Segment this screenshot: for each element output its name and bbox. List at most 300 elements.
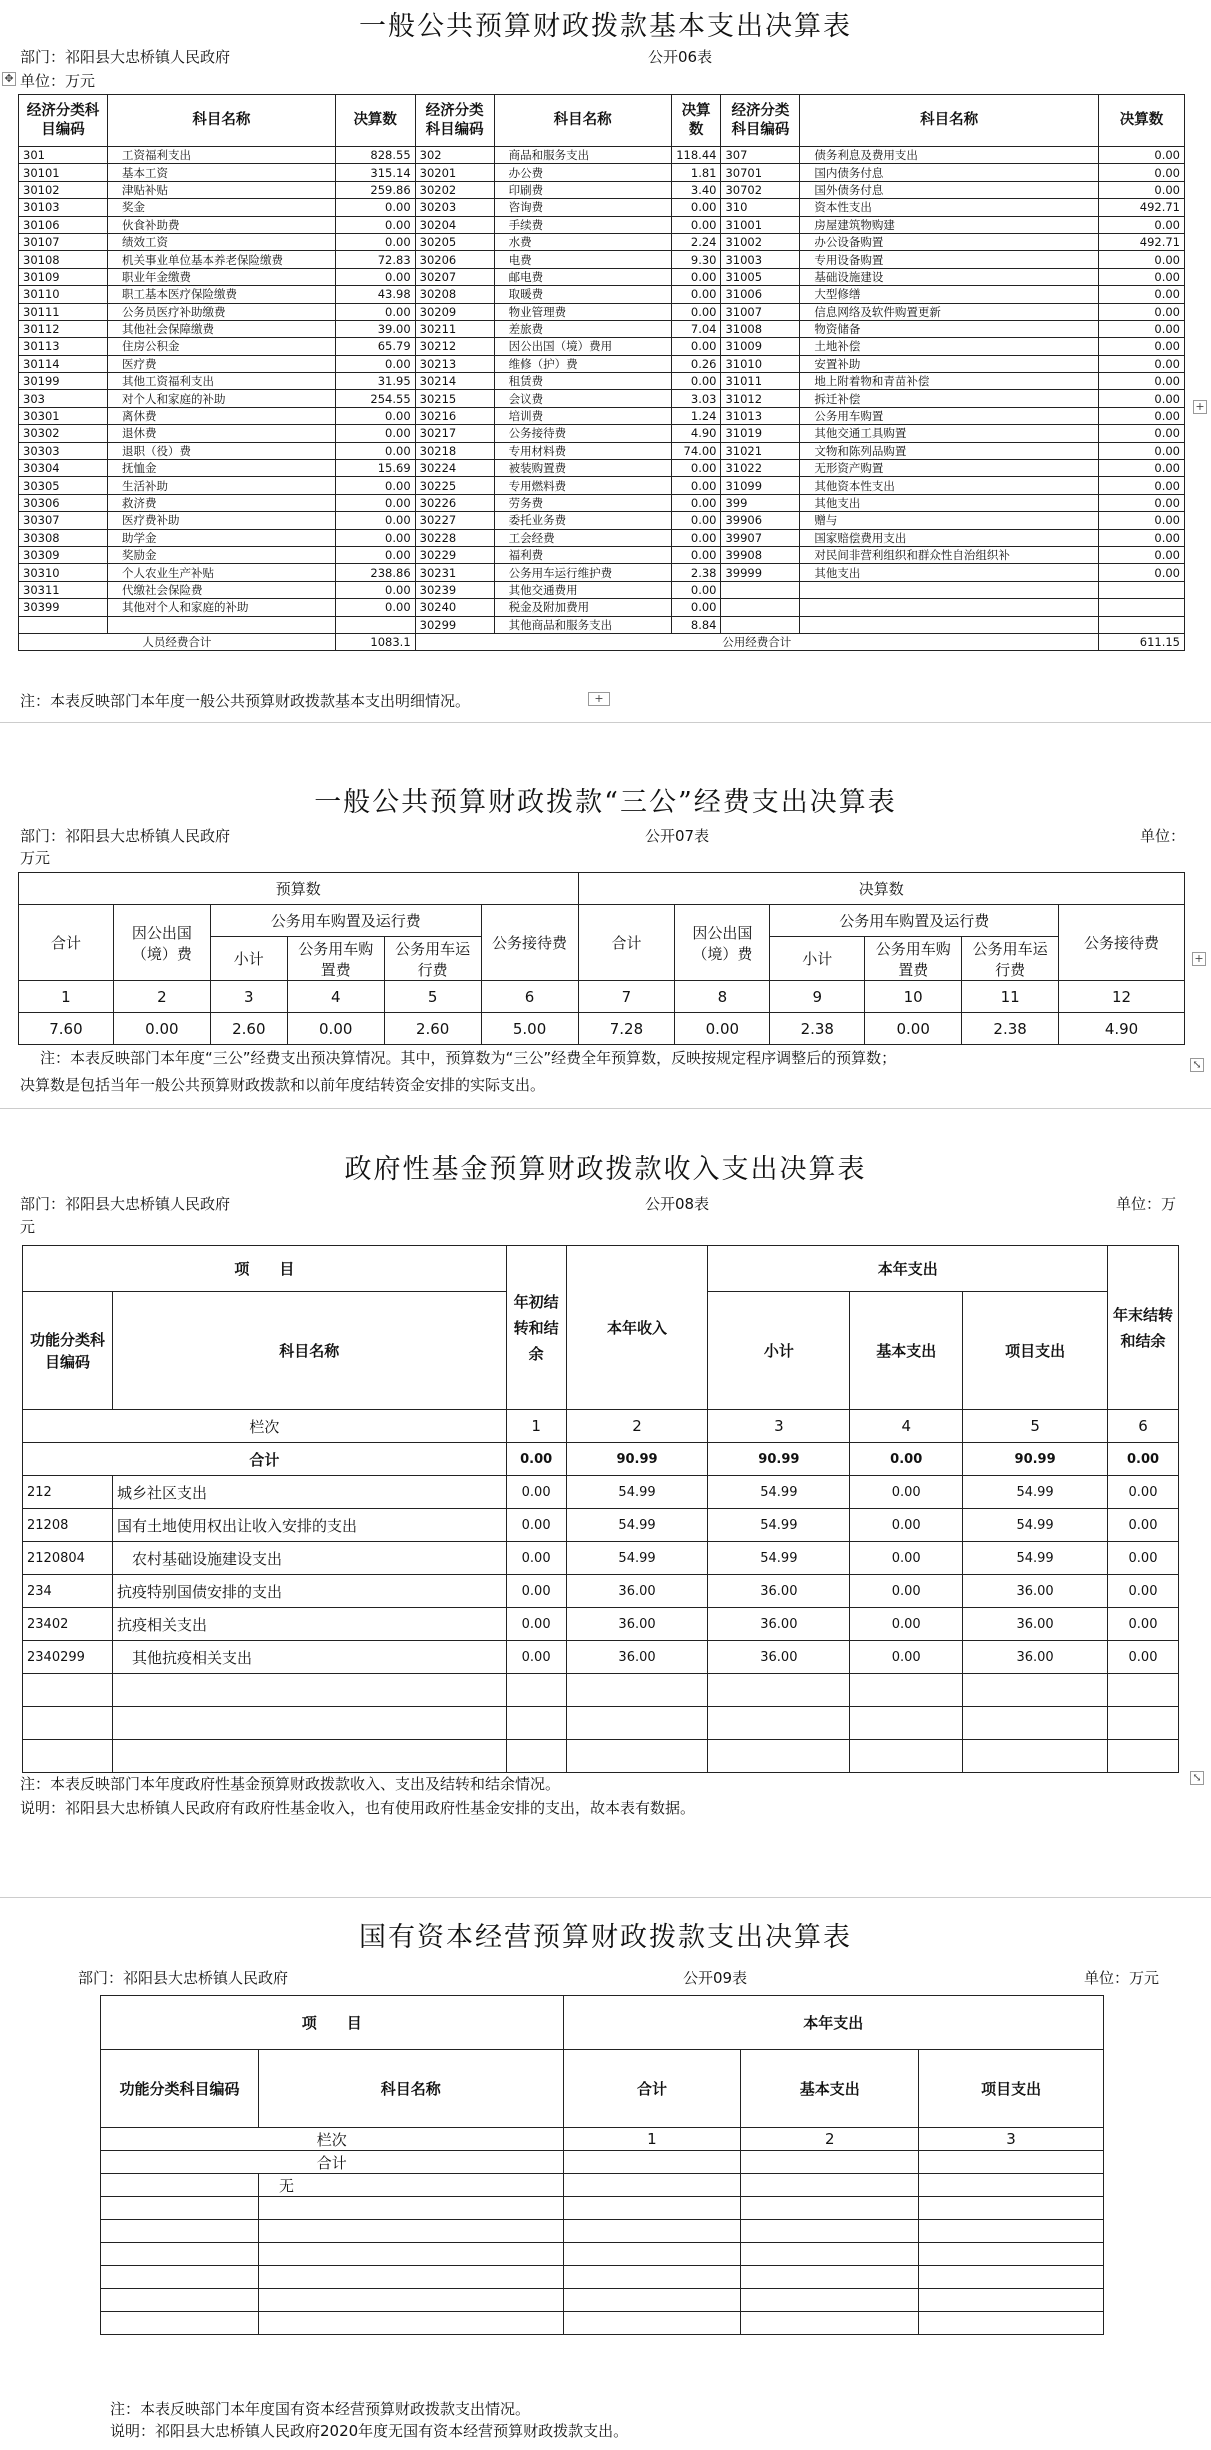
- car-run-header: 公务用车运行费: [384, 937, 481, 981]
- func-code-header: 功能分类科目编码: [23, 1292, 113, 1410]
- subject-name-cell: 国家赔偿费用支出: [800, 529, 1099, 546]
- column-number: 10: [865, 981, 962, 1013]
- econ-code-cell: [721, 581, 800, 598]
- subject-name-cell: 咨询费: [494, 199, 671, 216]
- subject-name-cell: 救济费: [108, 494, 336, 511]
- table-title: 一般公共预算财政拨款基本支出决算表: [359, 11, 852, 42]
- amount-cell: 0.00: [335, 599, 415, 616]
- unit-label: 单位：万元: [1084, 1969, 1160, 1987]
- table-row: [19, 581, 1185, 598]
- table-row: [23, 1608, 1179, 1641]
- econ-code-cell: 31006: [721, 286, 800, 303]
- subject-name-cell: 办公费: [494, 164, 671, 181]
- table-note: 注：本表反映部门本年度一般公共预算财政拨款基本支出明细情况。: [20, 692, 471, 710]
- resize-handle-icon[interactable]: ⤡: [1190, 1771, 1204, 1785]
- econ-code-cell: 30107: [19, 233, 108, 250]
- amount-cell: 0.00: [1098, 320, 1184, 337]
- amount-cell: 2.38: [671, 564, 721, 581]
- column-number: 5: [963, 1410, 1108, 1443]
- subject-name-cell: 赠与: [800, 512, 1099, 529]
- table-row: [19, 216, 1185, 233]
- table-title: 一般公共预算财政拨款“三公”经费支出决算表: [314, 787, 897, 818]
- econ-code-cell: 30211: [415, 320, 494, 337]
- econ-code-cell: 30227: [415, 512, 494, 529]
- add-column-icon[interactable]: +: [1192, 952, 1206, 966]
- table-row: [23, 1509, 1179, 1542]
- econ-code-cell: 30239: [415, 581, 494, 598]
- amount-cell: 0.00: [1108, 1641, 1179, 1674]
- subject-name-cell: 城乡社区支出: [112, 1476, 506, 1509]
- amount-cell: 4.90: [1059, 1013, 1185, 1045]
- column-header: 经济分类科目编码: [19, 95, 108, 147]
- table-row: [19, 390, 1185, 407]
- econ-code-cell: 31012: [721, 390, 800, 407]
- subject-name-header: 科目名称: [258, 2050, 563, 2128]
- table-code: 公开07表: [645, 827, 710, 845]
- amount-cell: 0.26: [671, 355, 721, 372]
- item-header: 项 目: [101, 1996, 564, 2050]
- unit-label: 单位：万: [1116, 1195, 1177, 1213]
- column-header: 决算数: [1098, 95, 1184, 147]
- amount-cell: 0.00: [850, 1509, 963, 1542]
- amount-cell: 0.00: [671, 512, 721, 529]
- total-header: 合计: [578, 905, 675, 981]
- none-row: [101, 2174, 1104, 2197]
- subject-name-cell: 奖金: [108, 199, 336, 216]
- amount-cell: [335, 616, 415, 633]
- public-total-value: 611.15: [1098, 633, 1184, 650]
- econ-code-cell: 301: [19, 147, 108, 164]
- table-note: 注：本表反映部门本年度“三公”经费支出预决算情况。其中，预算数为“三公”经费全年预算数，反映按规定程序调整后的预算数；: [40, 1049, 897, 1067]
- column-number: 3: [708, 1410, 850, 1443]
- subject-name-cell: 奖励金: [108, 546, 336, 563]
- spend-header: 本年支出: [708, 1246, 1108, 1292]
- subject-name-header: 科目名称: [112, 1292, 506, 1410]
- department-label: 部门：祁阳县大忠桥镇人民政府: [20, 827, 231, 845]
- amount-cell: [1098, 599, 1184, 616]
- department-label: 部门：祁阳县大忠桥镇人民政府: [20, 1195, 231, 1213]
- amount-cell: 0.00: [1098, 407, 1184, 424]
- subject-name-cell: 工资福利支出: [108, 147, 336, 164]
- amount-cell: 2.60: [210, 1013, 287, 1045]
- econ-code-cell: 30309: [19, 546, 108, 563]
- column-number-row: [19, 981, 1185, 1013]
- amount-cell: 39.00: [335, 320, 415, 337]
- fund-table: [22, 1245, 1179, 1773]
- table-row: [23, 1641, 1179, 1674]
- subject-name-cell: 个人农业生产补贴: [108, 564, 336, 581]
- econ-code-cell: 31099: [721, 477, 800, 494]
- subject-name-cell: 维修（护）费: [494, 355, 671, 372]
- table-row: [19, 286, 1185, 303]
- subject-name-cell: 取暖费: [494, 286, 671, 303]
- table-row: [23, 1476, 1179, 1509]
- amount-cell: 0.00: [1098, 164, 1184, 181]
- amount-cell: 54.99: [963, 1509, 1108, 1542]
- table-row: [19, 320, 1185, 337]
- table-row: [19, 233, 1185, 250]
- econ-code-cell: 30209: [415, 303, 494, 320]
- amount-cell: 0.00: [850, 1476, 963, 1509]
- column-number: 2: [741, 2128, 919, 2151]
- item-header: 项 目: [23, 1246, 507, 1292]
- amount-cell: 0.00: [850, 1542, 963, 1575]
- func-code-header: 功能分类科目编码: [101, 2050, 259, 2128]
- project-header: 项目支出: [919, 2050, 1104, 2128]
- total-cell: 90.99: [963, 1443, 1108, 1476]
- public-total-label: 公用经费合计: [415, 633, 1098, 650]
- econ-code-cell: 30302: [19, 425, 108, 442]
- econ-code-cell: 31001: [721, 216, 800, 233]
- amount-cell: 0.00: [671, 477, 721, 494]
- subject-name-cell: 职工基本医疗保险缴费: [108, 286, 336, 303]
- column-number: 11: [962, 981, 1059, 1013]
- econ-code-cell: 30229: [415, 546, 494, 563]
- subject-name-cell: 其他支出: [800, 494, 1099, 511]
- amount-cell: 0.00: [335, 494, 415, 511]
- amount-cell: 0.00: [850, 1575, 963, 1608]
- amount-cell: 2.38: [962, 1013, 1059, 1045]
- project-header: 项目支出: [963, 1292, 1108, 1410]
- subject-name-cell: 其他抗疫相关支出: [112, 1641, 506, 1674]
- unit-label: 单位：: [1140, 827, 1186, 845]
- econ-code-cell: 31019: [721, 425, 800, 442]
- header-row: [19, 95, 1185, 147]
- none-label: 无: [258, 2174, 563, 2197]
- subject-name-cell: 基本工资: [108, 164, 336, 181]
- subject-name-cell: 津贴补贴: [108, 181, 336, 198]
- amount-cell: 0.00: [287, 1013, 384, 1045]
- econ-code-cell: 399: [721, 494, 800, 511]
- econ-code-cell: 30303: [19, 442, 108, 459]
- econ-code-cell: 31009: [721, 338, 800, 355]
- table-note: 注：本表反映部门本年度国有资本经营预算财政拨款支出情况。: [110, 2400, 531, 2418]
- econ-code-cell: 30231: [415, 564, 494, 581]
- column-number: 12: [1059, 981, 1185, 1013]
- amount-cell: 0.00: [671, 494, 721, 511]
- subject-name-cell: 专用设备购置: [800, 251, 1099, 268]
- amount-cell: 0.00: [506, 1575, 566, 1608]
- subtotal-header: 小计: [210, 937, 287, 981]
- amount-cell: 7.04: [671, 320, 721, 337]
- amount-cell: 0.00: [1098, 181, 1184, 198]
- total-label: 合计: [23, 1443, 507, 1476]
- amount-cell: 36.00: [708, 1575, 850, 1608]
- amount-cell: 2.24: [671, 233, 721, 250]
- subject-name-cell: 邮电费: [494, 268, 671, 285]
- amount-cell: 0.00: [1098, 251, 1184, 268]
- func-code-cell: 23402: [23, 1608, 113, 1641]
- econ-code-cell: 31005: [721, 268, 800, 285]
- econ-code-cell: 30701: [721, 164, 800, 181]
- table-row: [19, 303, 1185, 320]
- amount-cell: 36.00: [708, 1641, 850, 1674]
- econ-code-cell: 30106: [19, 216, 108, 233]
- econ-code-cell: 30240: [415, 599, 494, 616]
- amount-cell: 0.00: [671, 338, 721, 355]
- row-label: 栏次: [101, 2128, 564, 2151]
- total-cell: 0.00: [850, 1443, 963, 1476]
- econ-code-cell: 30203: [415, 199, 494, 216]
- amount-cell: 54.99: [963, 1542, 1108, 1575]
- subject-name-cell: 租赁费: [494, 373, 671, 390]
- total-cell: 90.99: [566, 1443, 708, 1476]
- table-title: 政府性基金预算财政拨款收入支出决算表: [344, 1154, 867, 1185]
- amount-cell: 54.99: [708, 1476, 850, 1509]
- column-number: 3: [919, 2128, 1104, 2151]
- column-number: 1: [19, 981, 114, 1013]
- column-number: 8: [675, 981, 770, 1013]
- table-note: 注：本表反映部门本年度政府性基金预算财政拨款收入、支出及结转和结余情况。: [20, 1775, 561, 1793]
- amount-cell: 0.00: [865, 1013, 962, 1045]
- total-header: 合计: [19, 905, 114, 981]
- amount-cell: 0.00: [506, 1641, 566, 1674]
- amount-cell: 54.99: [566, 1542, 708, 1575]
- amount-cell: 0.00: [671, 303, 721, 320]
- amount-cell: 54.99: [566, 1509, 708, 1542]
- amount-cell: 0.00: [335, 477, 415, 494]
- add-column-icon[interactable]: +: [1193, 400, 1207, 414]
- econ-code-cell: 30299: [415, 616, 494, 633]
- table-note-cont: 决算数是包括当年一般公共预算财政拨款和以前年度结转资金安排的实际支出。: [20, 1076, 546, 1094]
- table-note-cont: 说明：祁阳县大忠桥镇人民政府有政府性基金收入，也有使用政府性基金安排的支出，故本表有数据。: [20, 1799, 696, 1817]
- subject-name-cell: 其他商品和服务支出: [494, 616, 671, 633]
- subject-name-cell: 房屋建筑物购建: [800, 216, 1099, 233]
- table-code: 公开06表: [648, 48, 713, 66]
- amount-cell: 0.00: [671, 546, 721, 563]
- column-number: 1: [563, 2128, 741, 2151]
- amount-cell: 0.00: [1098, 355, 1184, 372]
- column-number: 5: [384, 981, 481, 1013]
- amount-cell: 31.95: [335, 373, 415, 390]
- final-header: 决算数: [578, 873, 1185, 905]
- amount-cell: 828.55: [335, 147, 415, 164]
- amount-cell: 0.00: [850, 1608, 963, 1641]
- department-label: 部门：祁阳县大忠桥镇人民政府: [20, 48, 231, 66]
- econ-code-cell: [721, 616, 800, 633]
- column-number: 1: [506, 1410, 566, 1443]
- subject-name-cell: 税金及附加费用: [494, 599, 671, 616]
- amount-cell: 36.00: [963, 1608, 1108, 1641]
- amount-cell: 0.00: [1098, 390, 1184, 407]
- econ-code-cell: 31013: [721, 407, 800, 424]
- subject-name-cell: 绩效工资: [108, 233, 336, 250]
- unit-label-cont: 元: [20, 1218, 36, 1236]
- table-row: [19, 564, 1185, 581]
- subject-name-cell: 福利费: [494, 546, 671, 563]
- table-row: [19, 338, 1185, 355]
- econ-code-cell: 30304: [19, 460, 108, 477]
- table-row: [19, 181, 1185, 198]
- amount-cell: 36.00: [963, 1575, 1108, 1608]
- subtotal-header: 小计: [770, 937, 865, 981]
- divider: [0, 1108, 1211, 1109]
- column-number: 2: [566, 1410, 708, 1443]
- department-label: 部门：祁阳县大忠桥镇人民政府: [78, 1969, 289, 1987]
- total-row: [101, 2151, 1104, 2174]
- add-row-icon[interactable]: +: [588, 692, 610, 706]
- econ-code-cell: 30225: [415, 477, 494, 494]
- amount-cell: 0.00: [335, 303, 415, 320]
- amount-cell: 36.00: [963, 1641, 1108, 1674]
- amount-cell: 0.00: [335, 581, 415, 598]
- subject-name-cell: 国外债务付息: [800, 181, 1099, 198]
- move-handle-icon[interactable]: ✥: [2, 72, 16, 86]
- econ-code-cell: 39999: [721, 564, 800, 581]
- econ-code-cell: 30112: [19, 320, 108, 337]
- table-row: [19, 529, 1185, 546]
- econ-code-cell: 30212: [415, 338, 494, 355]
- econ-code-cell: 30214: [415, 373, 494, 390]
- econ-code-cell: 30213: [415, 355, 494, 372]
- amount-cell: 7.28: [578, 1013, 675, 1045]
- econ-code-cell: 30307: [19, 512, 108, 529]
- amount-cell: 0.00: [671, 460, 721, 477]
- total-cell: 0.00: [1108, 1443, 1179, 1476]
- subject-name-cell: 其他交通费用: [494, 581, 671, 598]
- subject-name-cell: 手续费: [494, 216, 671, 233]
- table-row: [19, 147, 1185, 164]
- column-header: 经济分类科目编码: [721, 95, 800, 147]
- amount-cell: 1.24: [671, 407, 721, 424]
- subject-name-cell: 国内债务付息: [800, 164, 1099, 181]
- subject-name-cell: 地上附着物和青苗补偿: [800, 373, 1099, 390]
- subject-name-cell: 工会经费: [494, 529, 671, 546]
- car-run-header: 公务用车运行费: [962, 937, 1059, 981]
- total-header: 合计: [563, 2050, 741, 2128]
- subject-name-cell: 助学金: [108, 529, 336, 546]
- table-row: [19, 251, 1185, 268]
- econ-code-cell: 303: [19, 390, 108, 407]
- amount-cell: 8.84: [671, 616, 721, 633]
- econ-code-cell: 30206: [415, 251, 494, 268]
- subject-name-cell: 印刷费: [494, 181, 671, 198]
- amount-cell: 74.00: [671, 442, 721, 459]
- reception-header: 公务接待费: [1059, 905, 1185, 981]
- column-header: 经济分类科目编码: [415, 95, 494, 147]
- subject-name-cell: 退休费: [108, 425, 336, 442]
- econ-code-cell: 30301: [19, 407, 108, 424]
- abroad-header: 因公出国（境）费: [675, 905, 770, 981]
- car-header: 公务用车购置及运行费: [770, 905, 1059, 937]
- func-code-cell: 2120804: [23, 1542, 113, 1575]
- amount-cell: 0.00: [675, 1013, 770, 1045]
- begin-balance-header: 年初结转和结余: [506, 1246, 566, 1410]
- subject-name-cell: 信息网络及软件购置更新: [800, 303, 1099, 320]
- subject-name-cell: 专用材料费: [494, 442, 671, 459]
- subject-name-cell: [800, 616, 1099, 633]
- amount-cell: 0.00: [335, 233, 415, 250]
- subject-name-cell: 住房公积金: [108, 338, 336, 355]
- econ-code-cell: 30228: [415, 529, 494, 546]
- subject-name-cell: 劳务费: [494, 494, 671, 511]
- column-number: 9: [770, 981, 865, 1013]
- econ-code-cell: 39907: [721, 529, 800, 546]
- amount-cell: 0.00: [671, 216, 721, 233]
- total-label: 合计: [101, 2151, 564, 2174]
- amount-cell: 259.86: [335, 181, 415, 198]
- subject-name-cell: 拆迁补偿: [800, 390, 1099, 407]
- table-row: [19, 442, 1185, 459]
- econ-code-cell: 30109: [19, 268, 108, 285]
- econ-code-cell: 30224: [415, 460, 494, 477]
- subject-name-cell: 医疗费补助: [108, 512, 336, 529]
- amount-cell: 0.00: [1098, 425, 1184, 442]
- total-cell: 0.00: [506, 1443, 566, 1476]
- amount-cell: 0.00: [1098, 494, 1184, 511]
- divider: [0, 1897, 1211, 1898]
- amount-cell: 0.00: [335, 199, 415, 216]
- amount-cell: 36.00: [566, 1641, 708, 1674]
- amount-cell: 1.81: [671, 164, 721, 181]
- value-row: [19, 1013, 1185, 1045]
- amount-cell: 0.00: [1108, 1509, 1179, 1542]
- subject-name-cell: 基础设施建设: [800, 268, 1099, 285]
- basic-header: 基本支出: [741, 2050, 919, 2128]
- amount-cell: 0.00: [671, 268, 721, 285]
- subject-name-cell: 会议费: [494, 390, 671, 407]
- subject-name-cell: 培训费: [494, 407, 671, 424]
- subject-name-cell: 抗疫相关支出: [112, 1608, 506, 1641]
- subject-name-cell: 其他交通工具购置: [800, 425, 1099, 442]
- table-row: [19, 599, 1185, 616]
- amount-cell: 0.00: [335, 512, 415, 529]
- subject-name-cell: 其他支出: [800, 564, 1099, 581]
- amount-cell: 0.00: [1098, 338, 1184, 355]
- amount-cell: 36.00: [566, 1575, 708, 1608]
- amount-cell: 0.00: [671, 599, 721, 616]
- econ-code-cell: 31010: [721, 355, 800, 372]
- amount-cell: 0.00: [1098, 529, 1184, 546]
- amount-cell: 36.00: [566, 1608, 708, 1641]
- econ-code-cell: 31003: [721, 251, 800, 268]
- subject-name-cell: 公务用车运行维护费: [494, 564, 671, 581]
- resize-handle-icon[interactable]: ⤡: [1190, 1058, 1204, 1072]
- amount-cell: 0.00: [1108, 1476, 1179, 1509]
- amount-cell: 0.00: [671, 581, 721, 598]
- basic-expenditure-table: [18, 94, 1185, 651]
- econ-code-cell: 30311: [19, 581, 108, 598]
- subject-name-cell: 医疗费: [108, 355, 336, 372]
- spend-header: 本年支出: [563, 1996, 1103, 2050]
- econ-code-cell: [19, 616, 108, 633]
- subject-name-cell: 代缴社会保险费: [108, 581, 336, 598]
- row-label: 栏次: [23, 1410, 507, 1443]
- amount-cell: 254.55: [335, 390, 415, 407]
- amount-cell: 0.00: [1098, 286, 1184, 303]
- amount-cell: 15.69: [335, 460, 415, 477]
- amount-cell: 54.99: [708, 1542, 850, 1575]
- econ-code-cell: 307: [721, 147, 800, 164]
- subject-name-cell: [800, 599, 1099, 616]
- amount-cell: [1098, 581, 1184, 598]
- table-row: [19, 373, 1185, 390]
- amount-cell: 0.00: [1098, 477, 1184, 494]
- car-purchase-header: 公务用车购置费: [287, 937, 384, 981]
- column-number: 6: [1108, 1410, 1179, 1443]
- econ-code-cell: 31008: [721, 320, 800, 337]
- amount-cell: 5.00: [481, 1013, 578, 1045]
- econ-code-cell: 30111: [19, 303, 108, 320]
- amount-cell: 9.30: [671, 251, 721, 268]
- amount-cell: 36.00: [708, 1608, 850, 1641]
- amount-cell: [1098, 616, 1184, 633]
- amount-cell: 315.14: [335, 164, 415, 181]
- func-code-cell: 212: [23, 1476, 113, 1509]
- subject-name-cell: 电费: [494, 251, 671, 268]
- amount-cell: 0.00: [1098, 147, 1184, 164]
- subject-name-cell: 抚恤金: [108, 460, 336, 477]
